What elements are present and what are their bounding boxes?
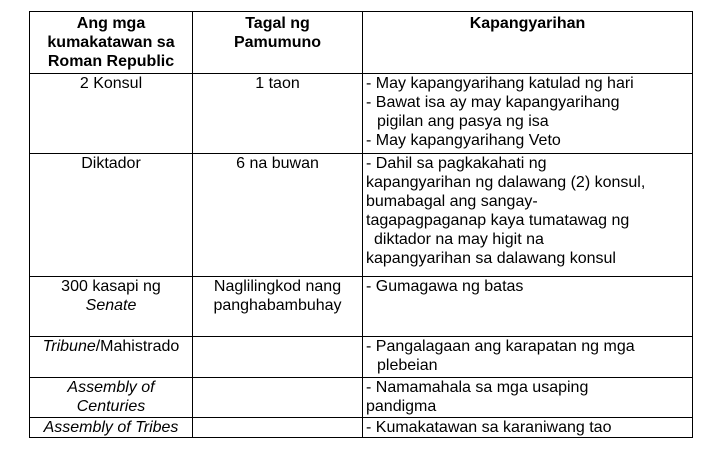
cell-term [193,418,363,438]
cell-representative: 2 Konsul [30,74,193,154]
table-row [30,418,693,438]
cell-powers: - May kapangyarihang katulad ng hari - Bawat isa ay may kapangyarihang pigilan ang pasya ng isa - May kapangyarihang Veto [363,74,693,154]
header-term: Tagal ng Pamumuno [193,12,363,74]
header-row [30,12,693,74]
cell-term [193,337,363,378]
cell-powers: - Dahil sa pagkakahati ng kapangyarihan ng dalawang (2) konsul, bumabagal ang sangay- tagapagpaganap kaya tumatawag ng diktador na may higit na kapangyarihan sa dalawang konsul [363,154,693,277]
cell-powers: - Namamahala sa mga usaping pandigma [363,378,693,418]
cell-representative: Assembly of Centuries [30,378,193,418]
cell-term: 6 na buwan [193,154,363,277]
table-row [30,74,693,154]
cell-powers: - Gumagawa ng batas [363,277,693,337]
header-powers: Kapangyarihan [363,12,693,74]
cell-representative: Assembly of Tribes [30,418,193,438]
cell-powers: - Pangalagaan ang karapatan ng mga plebeian [363,337,693,378]
cell-representative: Tribune/Mahistrado [30,337,193,378]
cell-representative: Diktador [30,154,193,277]
cell-representative: 300 kasapi ng Senate [30,277,193,337]
table-row [30,277,693,337]
cell-powers: - Kumakatawan sa karaniwang tao [363,418,693,438]
table-row [30,337,693,378]
cell-term: 1 taon [193,74,363,154]
table-row [30,154,693,277]
roman-republic-table [29,11,693,438]
cell-term: Naglilingkod nang panghabambuhay [193,277,363,337]
table-row [30,378,693,418]
header-representatives: Ang mga kumakatawan sa Roman Republic [30,12,193,74]
cell-term [193,378,363,418]
